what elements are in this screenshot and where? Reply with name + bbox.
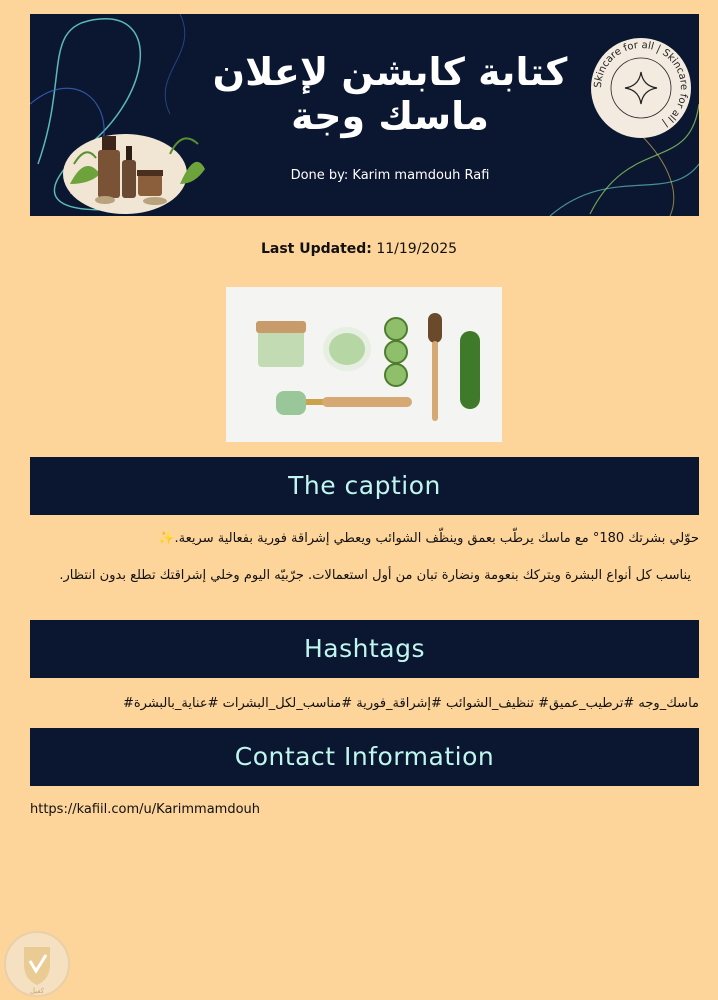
contact-link[interactable]: https://kafiil.com/u/Karimmamdouh	[30, 802, 261, 817]
hashtags-heading-bar	[30, 620, 699, 678]
banner-title-line2: ماسك وجة	[291, 94, 489, 138]
kafiil-logo-icon	[2, 929, 72, 999]
sparkle-icon: ✨	[158, 531, 175, 546]
last-updated-date: 11/19/2025	[376, 241, 458, 257]
contact-heading-bar	[30, 728, 699, 786]
product-photo	[226, 287, 502, 442]
skincare-seal-icon	[588, 22, 694, 154]
banner-subtitle: Done by: Karim mamdouh Rafi	[290, 168, 490, 183]
contact-heading: Contact Information	[234, 742, 495, 771]
seal-text: Skincare for all | Skincare for all |	[592, 39, 690, 129]
last-updated	[0, 241, 718, 257]
skincare-products-image	[226, 287, 502, 442]
hashtags-text: ماسك_وجه #ترطيب_عميق# تنظيف_الشوائب #إشراقة_فورية #مناسب_لكل_البشرات #عناية_بالبشرة#	[122, 696, 699, 711]
hashtags-heading: Hashtags	[303, 634, 425, 663]
caption-paragraph-1-text: حوّلي بشرتك 180° مع ماسك يرطّب بعمق وينظّف الشوائب ويعطي إشراقة فورية بفعالية سريعة.	[174, 531, 699, 546]
last-updated-label: Last Updated:	[260, 241, 372, 257]
caption-heading: The caption	[288, 471, 441, 500]
banner-title-line1: كتابة كابشن لإعلان	[212, 50, 568, 94]
caption-paragraph-2: يناسب كل أنواع البشرة ويتركك بنعومة ونضارة تبان من أول استعمالات. جرّبيّه اليوم وخلي إشراقتك تطلع بدون انتظار.	[59, 568, 691, 583]
logo-text: كفيل	[29, 987, 45, 995]
caption-heading-bar	[30, 457, 699, 515]
banner-title	[180, 50, 600, 138]
header-banner	[30, 14, 699, 216]
caption-paragraph-1	[30, 529, 699, 549]
